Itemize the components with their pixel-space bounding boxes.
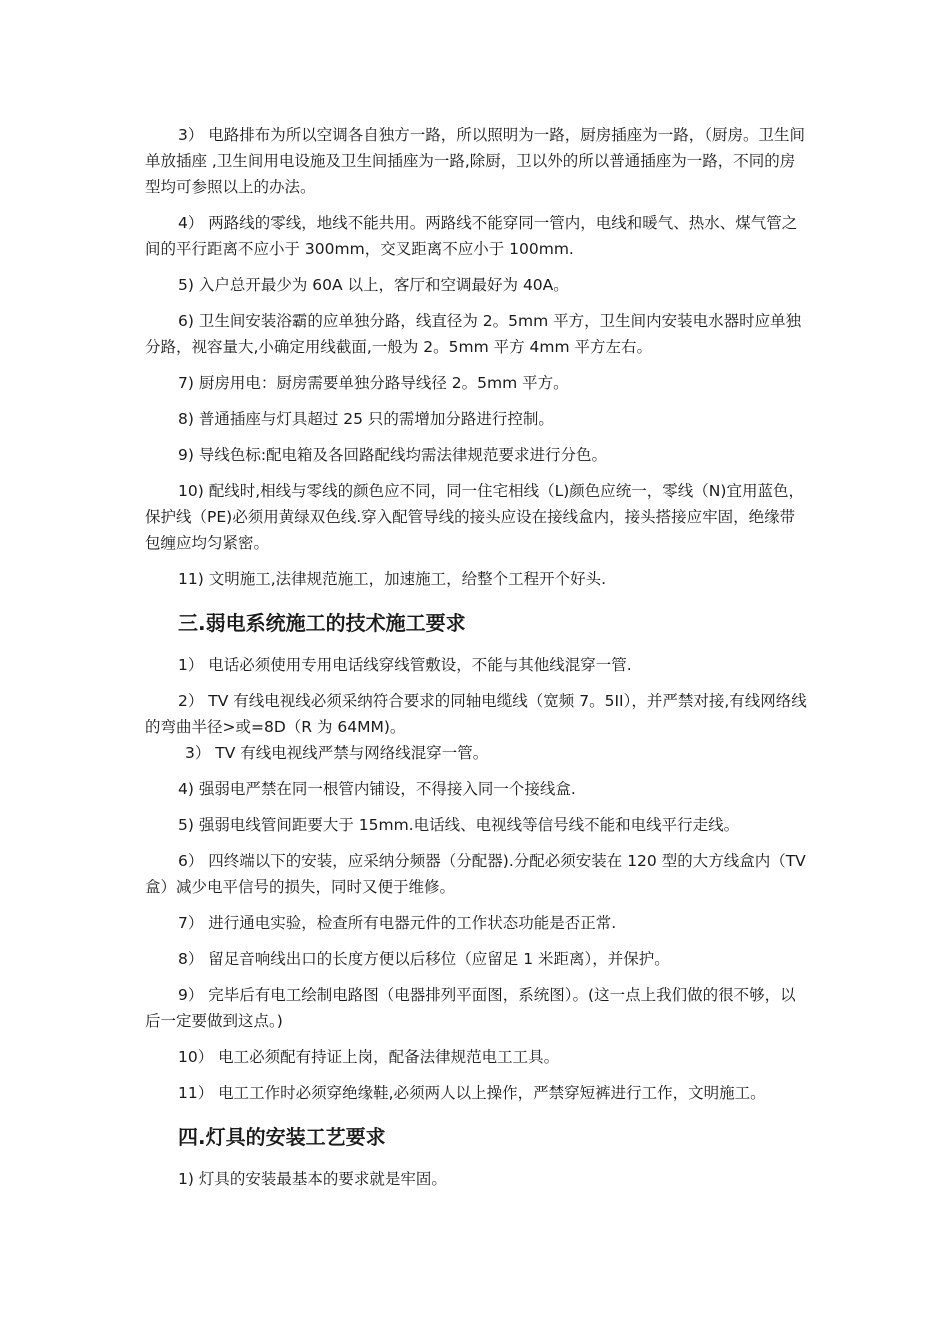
document-page bbox=[145, 122, 810, 1202]
paragraph: 9） 完毕后有电工绘制电路图（电器排列平面图，系统图）。(这一点上我们做的很不够，以后一定要做到这点。) bbox=[145, 986, 796, 1030]
paragraph: 7) 厨房用电：厨房需要单独分路导线径 2。5mm 平方。 bbox=[178, 374, 569, 392]
paragraph: 7） 进行通电实验，检查所有电器元件的工作状态功能是否正常. bbox=[178, 914, 617, 932]
paragraph: 1） 电话必须使用专用电话线穿线管敷设，不能与其他线混穿一管. bbox=[178, 656, 632, 674]
paragraph: 11) 文明施工,法律规范施工，加速施工，给整个工程开个好头. bbox=[178, 570, 607, 588]
paragraph: 9) 导线色标:配电箱及各回路配线均需法律规范要求进行分色。 bbox=[178, 446, 608, 464]
paragraph: 3） 电路排布为所以空调各自独方一路，所以照明为一路，厨房插座为一路，（厨房。卫生间单放插座 ,卫生间用电设施及卫生间插座为一路,除厨，卫以外的所以普通插座为一路，不同的房型均可参照以上的办法。 bbox=[145, 126, 806, 196]
paragraph: 6） 四终端以下的安装，应采纳分频器（分配器).分配必须安装在 120 型的大方线盒内（TV 盒）减少电平信号的损失，同时又便于维修。 bbox=[145, 852, 806, 896]
paragraph: 5) 强弱电线管间距要大于 15mm.电话线、电视线等信号线不能和电线平行走线。 bbox=[178, 816, 740, 834]
paragraph: 6) 卫生间安装浴霸的应单独分路，线直径为 2。5mm 平方，卫生间内安装电水器时应单独分路，视容量大,小确定用线截面,一般为 2。5mm 平方 4mm 平方左右。 bbox=[145, 312, 802, 356]
paragraph: 10) 配线时,相线与零线的颜色应不同，同一住宅相线（L)颜色应统一，零线（N)宜用蓝色，保护线（PE)必须用黄绿双色线.穿入配管导线的接头应设在接线盒内，接头搭接应牢固，绝缘带包缠应均匀紧密。 bbox=[145, 482, 804, 552]
paragraph: 10） 电工必须配有持证上岗，配备法律规范电工工具。 bbox=[178, 1048, 560, 1066]
section-heading: 三.弱电系统施工的技术施工要求 bbox=[178, 611, 466, 635]
paragraph: 4） 两路线的零线，地线不能共用。两路线不能穿同一管内，电线和暖气、热水、煤气管之间的平行距离不应小于 300mm，交叉距离不应小于 100mm. bbox=[145, 214, 798, 258]
paragraph: 2） TV 有线电视线必须采纳符合要求的同轴电缆线（宽频 7。5II），并严禁对接,有线网络线的弯曲半径>或=8D（R 为 64MM)。 bbox=[145, 692, 807, 736]
paragraph: 5) 入户总开最少为 60A 以上，客厅和空调最好为 40A。 bbox=[178, 276, 569, 294]
paragraph: 4) 强弱电严禁在同一根管内铺设，不得接入同一个接线盒. bbox=[178, 780, 576, 798]
paragraph: 1) 灯具的安装最基本的要求就是牢固。 bbox=[178, 1170, 447, 1188]
paragraph: 8) 普通插座与灯具超过 25 只的需增加分路进行控制。 bbox=[178, 410, 554, 428]
paragraph: 11） 电工工作时必须穿绝缘鞋,必须两人以上操作，严禁穿短裤进行工作，文明施工。 bbox=[178, 1084, 766, 1102]
paragraph: 3） TV 有线电视线严禁与网络线混穿一管。 bbox=[185, 744, 489, 762]
section-heading: 四.灯具的安装工艺要求 bbox=[178, 1125, 386, 1149]
paragraph: 8） 留足音响线出口的长度方便以后移位（应留足 1 米距离），并保护。 bbox=[178, 950, 670, 968]
